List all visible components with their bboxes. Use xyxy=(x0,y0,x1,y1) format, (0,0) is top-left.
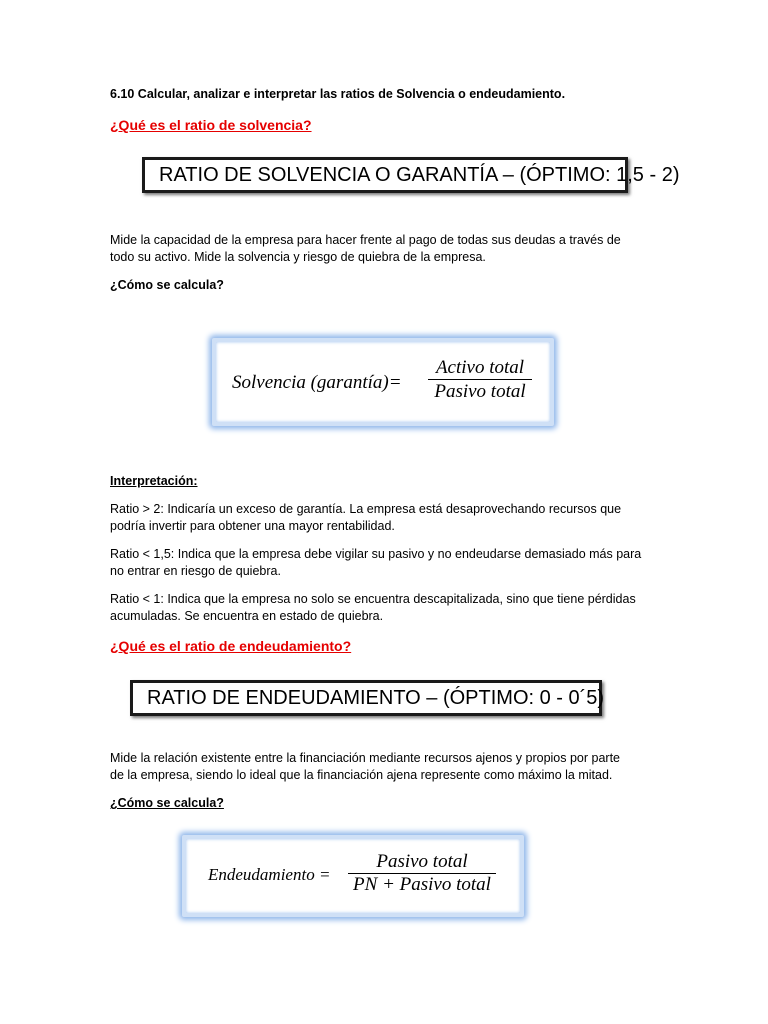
ratio-endeudamiento-box xyxy=(130,680,605,716)
endeudamiento-description-line1: Mide la relación existente entre la financiación mediante recursos ajenos y propios por parte xyxy=(110,751,621,765)
formula-solvencia-fraction xyxy=(428,356,532,403)
question-endeudamiento: ¿Qué es el ratio de endeudamiento? xyxy=(110,638,352,654)
how-to-calculate-solvencia: ¿Cómo se calcula? xyxy=(110,278,224,292)
interpretacion-title: Interpretación: xyxy=(110,474,198,488)
solvencia-description-line1: Mide la capacidad de la empresa para hacer frente al pago de todas sus deudas a través de xyxy=(110,233,621,247)
how-to-calculate-endeudamiento: ¿Cómo se calcula? xyxy=(110,796,224,810)
formula-solvencia xyxy=(212,338,554,426)
formula-endeudamiento-numerator: Pasivo total xyxy=(376,851,468,872)
formula-endeudamiento-fraction xyxy=(348,851,496,896)
section-heading: 6.10 Calcular, analizar e interpretar las ratios de Solvencia o endeudamiento. xyxy=(110,87,566,101)
question-solvencia: ¿Qué es el ratio de solvencia? xyxy=(110,117,312,133)
interpretacion-item-2-line2: no entrar en riesgo de quiebra. xyxy=(110,564,281,578)
ratio-solvencia-box xyxy=(142,157,680,193)
interpretacion-item-1-line1: Ratio > 2: Indicaría un exceso de garantía. La empresa está desaprovechando recursos que xyxy=(110,502,622,516)
formula-solvencia-lhs: Solvencia (garantía)= xyxy=(232,372,402,393)
ratio-solvencia-title: RATIO DE SOLVENCIA O GARANTÍA – (ÓPTIMO: 1,5 - 2) xyxy=(159,164,680,186)
solvencia-description-line2: todo su activo. Mide la solvencia y riesgo de quiebra de la empresa. xyxy=(110,250,486,264)
formula-solvencia-numerator: Activo total xyxy=(435,357,525,378)
endeudamiento-description-line2: de la empresa, siendo lo ideal que la financiación ajena represente como máximo la mitad. xyxy=(110,768,613,782)
interpretacion-item-2-line1: Ratio < 1,5: Indica que la empresa debe vigilar su pasivo y no endeudarse demasiado más para xyxy=(110,547,642,561)
ratio-endeudamiento-title: RATIO DE ENDEUDAMIENTO – (ÓPTIMO: 0 - 0´5) xyxy=(147,687,605,709)
formula-endeudamiento xyxy=(182,835,524,917)
formula-solvencia-denominator: Pasivo total xyxy=(434,381,526,403)
formula-endeudamiento-lhs: Endeudamiento = xyxy=(208,865,331,884)
interpretacion-item-1-line2: podría invertir para obtener una mayor rentabilidad. xyxy=(110,519,395,533)
formula-endeudamiento-denominator: PN + Pasivo total xyxy=(353,874,491,896)
interpretacion-item-3-line1: Ratio < 1: Indica que la empresa no solo se encuentra descapitalizada, sino que tiene pérdidas xyxy=(110,592,636,606)
interpretacion-item-3-line2: acumuladas. Se encuentra en estado de quiebra. xyxy=(110,609,384,623)
